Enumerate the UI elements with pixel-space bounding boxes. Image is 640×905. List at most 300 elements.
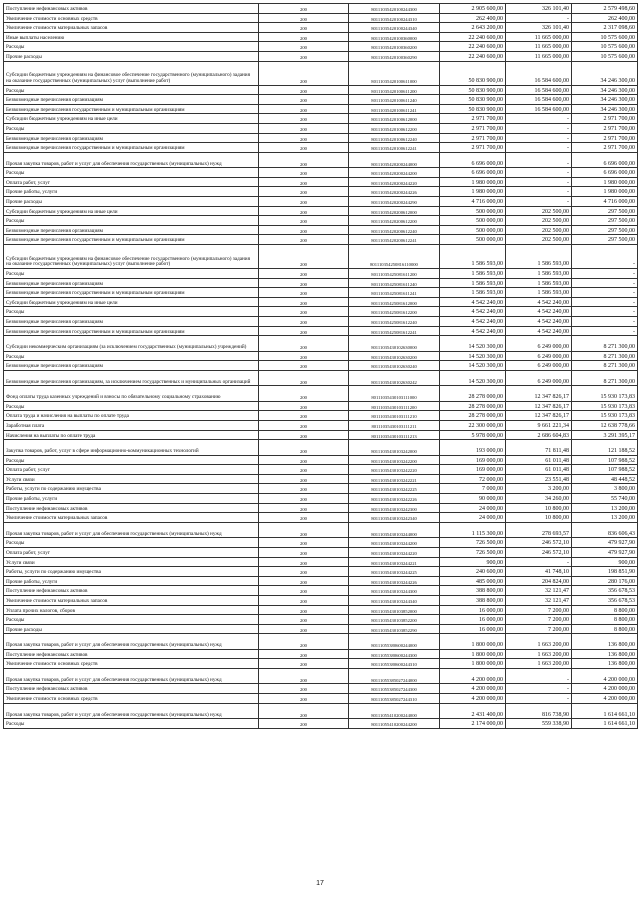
table-row [4, 440, 638, 456]
row-plan-cell: 16 000,00 [440, 624, 506, 634]
row-plan-cell: 1 980 000,00 [440, 177, 506, 187]
row-plan-cell: 50 830 900,00 [440, 95, 506, 105]
row-code-cell: 200 [259, 703, 349, 719]
table-row [4, 51, 638, 61]
row-kbk-cell: 80111035430103242340 [349, 513, 440, 523]
table-row [4, 370, 638, 386]
row-name-cell: Субсидии бюджетным учреждениям на иные цели [4, 114, 259, 124]
row-plan-cell: 169 000,00 [440, 455, 506, 465]
row-plan-cell: 50 830 900,00 [440, 85, 506, 95]
row-rest-cell: 8 271 300,00 [572, 336, 638, 352]
table-row [4, 206, 638, 216]
table-row [4, 235, 638, 245]
table-row [4, 586, 638, 596]
row-exec-cell: 10 800,00 [506, 503, 572, 513]
row-rest-cell: 262 400,00 [572, 13, 638, 23]
row-code-cell: 200 [259, 538, 349, 548]
row-plan-cell: 4 542 240,00 [440, 326, 506, 336]
table-row [4, 297, 638, 307]
row-code-cell: 200 [259, 104, 349, 114]
row-code-cell: 200 [259, 586, 349, 596]
row-exec-cell: - [506, 177, 572, 187]
row-kbk-cell: 80111035420100612000 [349, 114, 440, 124]
row-rest-cell: 1 614 661,10 [572, 719, 638, 729]
row-exec-cell: - [506, 694, 572, 704]
row-plan-cell: 14 520 300,00 [440, 336, 506, 352]
row-rest-cell: 900,00 [572, 557, 638, 567]
table-row [4, 484, 638, 494]
row-name-cell: Субсидии некоммерческим организациям (за исключением государственных (муниципальных) учреждений) [4, 336, 259, 352]
row-plan-cell: 1 800 000,00 [440, 634, 506, 650]
table-row [4, 197, 638, 207]
row-plan-cell: 1 800 000,00 [440, 659, 506, 669]
row-rest-cell: 8 800,00 [572, 605, 638, 615]
row-exec-cell: 1 586 593,00 [506, 268, 572, 278]
row-rest-cell: 2 971 700,00 [572, 114, 638, 124]
table-row [4, 624, 638, 634]
row-code-cell: 200 [259, 61, 349, 85]
row-code-cell: 200 [259, 494, 349, 504]
row-kbk-cell: 80111035420200244290 [349, 197, 440, 207]
table-row [4, 595, 638, 605]
row-exec-cell: 1 663 200,00 [506, 634, 572, 650]
table-row [4, 123, 638, 133]
row-name-cell: Фонд оплаты труда казенных учреждений и взносы по обязательному социальному страхованию [4, 386, 259, 402]
table-row [4, 177, 638, 187]
row-rest-cell: 8 800,00 [572, 615, 638, 625]
row-exec-cell: 6 249 000,00 [506, 370, 572, 386]
table-row [4, 307, 638, 317]
row-code-cell: 200 [259, 659, 349, 669]
row-code-cell: 200 [259, 187, 349, 197]
row-plan-cell: 24 000,00 [440, 503, 506, 513]
table-row [4, 474, 638, 484]
row-rest-cell: 15 930 173,83 [572, 386, 638, 402]
row-exec-cell: - [506, 684, 572, 694]
row-plan-cell: 388 800,00 [440, 595, 506, 605]
row-code-cell: 200 [259, 244, 349, 268]
row-kbk-cell: 80111035420100360290 [349, 51, 440, 61]
row-plan-cell: 22 240 600,00 [440, 51, 506, 61]
row-kbk-cell: 80111035430103244300 [349, 586, 440, 596]
row-name-cell: Субсидии бюджетным учреждениям на иные цели [4, 297, 259, 307]
row-rest-cell: 34 246 300,00 [572, 61, 638, 85]
row-kbk-cell: 80111035430102630240 [349, 361, 440, 371]
row-kbk-cell: 80111035430103244220 [349, 547, 440, 557]
row-name-cell: Прочая закупка товаров, работ и услуг для обеспечения государственных (муниципальных) нужд [4, 703, 259, 719]
row-plan-cell: 6 696 000,00 [440, 168, 506, 178]
row-code-cell: 200 [259, 370, 349, 386]
row-exec-cell: 11 665 000,00 [506, 32, 572, 42]
row-code-cell: 200 [259, 197, 349, 207]
row-name-cell: Прочая закупка товаров, работ и услуг для обеспечения государственных (муниципальных) нужд [4, 634, 259, 650]
row-exec-cell: - [506, 168, 572, 178]
row-kbk-cell: 80111035420100611000 [349, 61, 440, 85]
row-exec-cell: 12 347 826,17 [506, 386, 572, 402]
row-rest-cell: 8 271 300,00 [572, 361, 638, 371]
row-exec-cell: 12 347 826,17 [506, 401, 572, 411]
row-plan-cell: 4 542 240,00 [440, 316, 506, 326]
row-kbk-cell: 80111035430103111211 [349, 421, 440, 431]
table-row [4, 13, 638, 23]
row-code-cell: 200 [259, 143, 349, 153]
row-code-cell: 200 [259, 440, 349, 456]
row-exec-cell: 12 347 826,17 [506, 411, 572, 421]
row-code-cell: 200 [259, 386, 349, 402]
row-name-cell: Начисления на выплаты по оплате труда [4, 430, 259, 440]
row-exec-cell: 6 249 000,00 [506, 336, 572, 352]
row-exec-cell: 326 101,40 [506, 23, 572, 33]
row-name-cell: Расходы [4, 42, 259, 52]
row-plan-cell: 4 542 240,00 [440, 297, 506, 307]
table-row [4, 684, 638, 694]
row-exec-cell: 16 584 600,00 [506, 104, 572, 114]
row-kbk-cell: 80111035420100244340 [349, 23, 440, 33]
table-row [4, 104, 638, 114]
row-code-cell: 200 [259, 421, 349, 431]
table-row [4, 316, 638, 326]
row-kbk-cell: 80111035420100612240 [349, 133, 440, 143]
row-code-cell: 200 [259, 361, 349, 371]
row-code-cell: 200 [259, 316, 349, 326]
row-code-cell: 200 [259, 177, 349, 187]
table-row [4, 216, 638, 226]
row-plan-cell: 169 000,00 [440, 465, 506, 475]
table-row [4, 401, 638, 411]
table-row [4, 168, 638, 178]
row-name-cell: Безвозмездные перечисления организациям [4, 361, 259, 371]
table-row [4, 85, 638, 95]
row-rest-cell: - [572, 297, 638, 307]
row-kbk-cell: 80111035430103111200 [349, 401, 440, 411]
row-rest-cell: - [572, 244, 638, 268]
row-rest-cell: 836 606,43 [572, 522, 638, 538]
row-rest-cell: 34 246 300,00 [572, 95, 638, 105]
row-code-cell: 200 [259, 522, 349, 538]
row-kbk-cell: 80111035420200244226 [349, 187, 440, 197]
row-name-cell: Поступление нефинансовых активов [4, 503, 259, 513]
row-plan-cell: 900,00 [440, 557, 506, 567]
row-name-cell: Расходы [4, 123, 259, 133]
table-row [4, 513, 638, 523]
row-plan-cell: 5 978 000,00 [440, 430, 506, 440]
row-rest-cell: 297 500,00 [572, 225, 638, 235]
row-name-cell: Безвозмездные перечисления государственным и муниципальным организациям [4, 143, 259, 153]
row-plan-cell: 4 716 000,00 [440, 197, 506, 207]
row-name-cell: Безвозмездные перечисления государственным и муниципальным организациям [4, 288, 259, 298]
row-code-cell: 200 [259, 51, 349, 61]
table-row [4, 187, 638, 197]
row-rest-cell: 8 800,00 [572, 624, 638, 634]
row-code-cell: 200 [259, 513, 349, 523]
table-row [4, 143, 638, 153]
row-kbk-cell: 80111035430103242000 [349, 440, 440, 456]
row-plan-cell: 72 000,00 [440, 474, 506, 484]
row-rest-cell: 6 696 000,00 [572, 152, 638, 168]
row-kbk-cell: 80111055410200244200 [349, 719, 440, 729]
row-exec-cell: 1 586 593,00 [506, 244, 572, 268]
row-exec-cell: 4 542 240,00 [506, 316, 572, 326]
row-kbk-cell: 80111035430103244221 [349, 557, 440, 567]
row-rest-cell: 2 317 098,60 [572, 23, 638, 33]
row-name-cell: Прочая закупка товаров, работ и услуг для обеспечения государственных (муниципальных) нужд [4, 152, 259, 168]
row-rest-cell: 15 930 173,83 [572, 411, 638, 421]
table-row [4, 278, 638, 288]
table-row [4, 411, 638, 421]
table-row [4, 268, 638, 278]
table-row [4, 649, 638, 659]
row-plan-cell: 2 971 700,00 [440, 143, 506, 153]
row-rest-cell: 4 716 000,00 [572, 197, 638, 207]
row-code-cell: 200 [259, 85, 349, 95]
row-name-cell: Заработная плата [4, 421, 259, 431]
row-exec-cell: 61 011,48 [506, 455, 572, 465]
page-number: 17 [316, 880, 324, 887]
row-name-cell: Закупка товаров, работ, услуг в сфере информационно-коммуникационных технологий [4, 440, 259, 456]
row-name-cell: Безвозмездные перечисления организациям [4, 225, 259, 235]
row-plan-cell: 7 000,00 [440, 484, 506, 494]
row-rest-cell: 2 579 498,60 [572, 4, 638, 14]
row-rest-cell: 10 575 600,00 [572, 32, 638, 42]
row-name-cell: Услуги связи [4, 557, 259, 567]
row-code-cell: 200 [259, 595, 349, 605]
table-row [4, 694, 638, 704]
row-kbk-cell: 80111035420100360000 [349, 32, 440, 42]
row-plan-cell: 90 000,00 [440, 494, 506, 504]
row-code-cell: 200 [259, 430, 349, 440]
row-exec-cell: 1 586 593,00 [506, 288, 572, 298]
row-name-cell: Безвозмездные перечисления организациям [4, 133, 259, 143]
row-code-cell: 200 [259, 605, 349, 615]
row-exec-cell: 1 663 200,00 [506, 649, 572, 659]
row-code-cell: 200 [259, 42, 349, 52]
row-plan-cell: 262 400,00 [440, 13, 506, 23]
row-rest-cell: 297 500,00 [572, 235, 638, 245]
row-plan-cell: 4 200 000,00 [440, 684, 506, 694]
table-row [4, 288, 638, 298]
row-kbk-cell: 80111035425081612241 [349, 326, 440, 336]
row-rest-cell: 2 971 700,00 [572, 123, 638, 133]
row-name-cell: Безвозмездные перечисления государственным и муниципальным организациям [4, 235, 259, 245]
row-plan-cell: 2 905 600,00 [440, 4, 506, 14]
row-name-cell: Прочие работы, услуги [4, 576, 259, 586]
row-kbk-cell: 80111035430103242221 [349, 474, 440, 484]
row-kbk-cell: 80111035430102630200 [349, 351, 440, 361]
row-rest-cell: 136 800,00 [572, 649, 638, 659]
row-name-cell: Прочие расходы [4, 197, 259, 207]
row-exec-cell: 71 811,48 [506, 440, 572, 456]
table-row [4, 351, 638, 361]
row-code-cell: 200 [259, 576, 349, 586]
row-exec-cell: 559 338,90 [506, 719, 572, 729]
row-rest-cell: 8 271 300,00 [572, 351, 638, 361]
row-exec-cell: - [506, 114, 572, 124]
row-name-cell: Прочие работы, услуги [4, 187, 259, 197]
row-name-cell: Оплата работ, услуг [4, 547, 259, 557]
table-row [4, 430, 638, 440]
row-code-cell: 200 [259, 615, 349, 625]
row-kbk-cell: 80111035420100611240 [349, 95, 440, 105]
row-exec-cell: 16 584 600,00 [506, 85, 572, 95]
row-plan-cell: 726 500,00 [440, 538, 506, 548]
row-name-cell: Безвозмездные перечисления государственным и муниципальным организациям [4, 326, 259, 336]
row-plan-cell: 1 586 593,00 [440, 268, 506, 278]
row-kbk-cell: 80111035430103111213 [349, 430, 440, 440]
table-row [4, 668, 638, 684]
row-kbk-cell: 80111035425081611200 [349, 268, 440, 278]
row-kbk-cell: 80111035430103244225 [349, 567, 440, 577]
row-kbk-cell: 80111035420200612241 [349, 235, 440, 245]
row-rest-cell: 198 851,90 [572, 567, 638, 577]
row-name-cell: Поступление нефинансовых активов [4, 649, 259, 659]
row-name-cell: Прочая закупка товаров, работ и услуг для обеспечения государственных (муниципальных) нужд [4, 668, 259, 684]
table-row [4, 605, 638, 615]
row-kbk-cell: 801110354250816110000 [349, 244, 440, 268]
row-exec-cell: 6 249 000,00 [506, 351, 572, 361]
row-exec-cell: 9 661 221,34 [506, 421, 572, 431]
row-name-cell: Прочие расходы [4, 624, 259, 634]
row-kbk-cell: 80111035430103242226 [349, 494, 440, 504]
row-code-cell: 200 [259, 32, 349, 42]
row-plan-cell: 1 586 593,00 [440, 288, 506, 298]
row-plan-cell: 500 000,00 [440, 225, 506, 235]
table-row [4, 659, 638, 669]
row-name-cell: Расходы [4, 455, 259, 465]
row-rest-cell: - [572, 278, 638, 288]
row-exec-cell: 10 800,00 [506, 513, 572, 523]
row-plan-cell: 6 696 000,00 [440, 152, 506, 168]
row-plan-cell: 4 542 240,00 [440, 307, 506, 317]
row-kbk-cell: 80111035430103242300 [349, 503, 440, 513]
row-kbk-cell: 80111035420100612200 [349, 123, 440, 133]
table-row [4, 336, 638, 352]
row-exec-cell: - [506, 133, 572, 143]
row-exec-cell: 246 572,10 [506, 547, 572, 557]
row-code-cell: 200 [259, 225, 349, 235]
row-rest-cell: - [572, 307, 638, 317]
row-name-cell: Увеличение стоимости основных средств [4, 694, 259, 704]
row-name-cell: Увеличение стоимости материальных запасов [4, 23, 259, 33]
row-name-cell: Услуги связи [4, 474, 259, 484]
row-kbk-cell: 80111055380600244300 [349, 649, 440, 659]
row-rest-cell: 1 614 661,10 [572, 703, 638, 719]
row-code-cell: 200 [259, 557, 349, 567]
table-row [4, 567, 638, 577]
row-rest-cell: 4 200 000,00 [572, 694, 638, 704]
row-code-cell: 200 [259, 624, 349, 634]
table-row [4, 95, 638, 105]
row-kbk-cell: 80111035420100612241 [349, 143, 440, 153]
row-rest-cell: 48 448,52 [572, 474, 638, 484]
row-code-cell: 200 [259, 123, 349, 133]
row-name-cell: Безвозмездные перечисления государственным и муниципальным организациям [4, 104, 259, 114]
row-name-cell: Оплата работ, услуг [4, 465, 259, 475]
row-rest-cell: 1 980 000,00 [572, 177, 638, 187]
row-plan-cell: 485 000,00 [440, 576, 506, 586]
row-exec-cell: 202 500,00 [506, 206, 572, 216]
table-row [4, 615, 638, 625]
row-rest-cell: 2 971 700,00 [572, 143, 638, 153]
row-code-cell: 200 [259, 152, 349, 168]
row-plan-cell: 14 520 300,00 [440, 370, 506, 386]
row-code-cell: 200 [259, 268, 349, 278]
row-exec-cell: 1 663 200,00 [506, 659, 572, 669]
row-code-cell: 200 [259, 168, 349, 178]
row-kbk-cell: 80111035430103852200 [349, 615, 440, 625]
row-kbk-cell: 80111035420200244000 [349, 152, 440, 168]
budget-table-sheet [3, 3, 637, 729]
row-exec-cell: 7 200,00 [506, 615, 572, 625]
row-kbk-cell: 80111055385027244000 [349, 668, 440, 684]
row-exec-cell: 11 665 000,00 [506, 42, 572, 52]
row-kbk-cell: 80111035420200244220 [349, 177, 440, 187]
row-exec-cell: 278 693,57 [506, 522, 572, 538]
budget-execution-table [3, 3, 638, 729]
row-exec-cell: - [506, 13, 572, 23]
row-rest-cell: 297 500,00 [572, 206, 638, 216]
row-kbk-cell: 80111035430103111000 [349, 386, 440, 402]
row-name-cell: Иные выплаты населению [4, 32, 259, 42]
row-rest-cell: 136 800,00 [572, 659, 638, 669]
row-plan-cell: 500 000,00 [440, 216, 506, 226]
row-name-cell: Расходы [4, 719, 259, 729]
row-rest-cell: 10 575 600,00 [572, 51, 638, 61]
row-rest-cell: 479 927,90 [572, 547, 638, 557]
row-exec-cell: 7 200,00 [506, 605, 572, 615]
row-rest-cell: 13 200,00 [572, 513, 638, 523]
row-plan-cell: 28 278 000,00 [440, 386, 506, 402]
row-kbk-cell: 80111035420200612240 [349, 225, 440, 235]
row-rest-cell: 8 271 300,00 [572, 370, 638, 386]
row-kbk-cell: 80111035430102630000 [349, 336, 440, 352]
row-plan-cell: 500 000,00 [440, 206, 506, 216]
row-kbk-cell: 80111035425081612240 [349, 316, 440, 326]
row-code-cell: 200 [259, 411, 349, 421]
row-rest-cell: 136 800,00 [572, 634, 638, 650]
row-kbk-cell: 80111035420200612200 [349, 216, 440, 226]
row-plan-cell: 4 200 000,00 [440, 668, 506, 684]
row-code-cell: 200 [259, 684, 349, 694]
row-kbk-cell: 80111055385027244310 [349, 694, 440, 704]
row-name-cell: Увеличение стоимости материальных запасов [4, 595, 259, 605]
row-rest-cell: 34 246 300,00 [572, 85, 638, 95]
table-row [4, 244, 638, 268]
row-kbk-cell: 80111035425081612000 [349, 297, 440, 307]
row-plan-cell: 2 971 700,00 [440, 114, 506, 124]
row-code-cell: 200 [259, 206, 349, 216]
row-rest-cell: 3 800,00 [572, 484, 638, 494]
row-plan-cell: 2 971 700,00 [440, 133, 506, 143]
row-code-cell: 200 [259, 465, 349, 475]
row-name-cell: Поступление нефинансовых активов [4, 4, 259, 14]
row-code-cell: 200 [259, 455, 349, 465]
row-kbk-cell: 80111035420100244300 [349, 4, 440, 14]
row-exec-cell: 23 551,48 [506, 474, 572, 484]
row-name-cell: Расходы [4, 85, 259, 95]
row-exec-cell: 202 500,00 [506, 216, 572, 226]
row-name-cell: Поступление нефинансовых активов [4, 586, 259, 596]
row-kbk-cell: 80111035420100611241 [349, 104, 440, 114]
row-kbk-cell: 80111035420100244310 [349, 13, 440, 23]
table-row [4, 4, 638, 14]
row-rest-cell: 34 246 300,00 [572, 104, 638, 114]
row-plan-cell: 22 240 600,00 [440, 42, 506, 52]
row-exec-cell: 1 586 593,00 [506, 278, 572, 288]
row-rest-cell: 121 188,52 [572, 440, 638, 456]
row-code-cell: 200 [259, 288, 349, 298]
row-kbk-cell: 80111035430103244200 [349, 538, 440, 548]
table-row [4, 225, 638, 235]
